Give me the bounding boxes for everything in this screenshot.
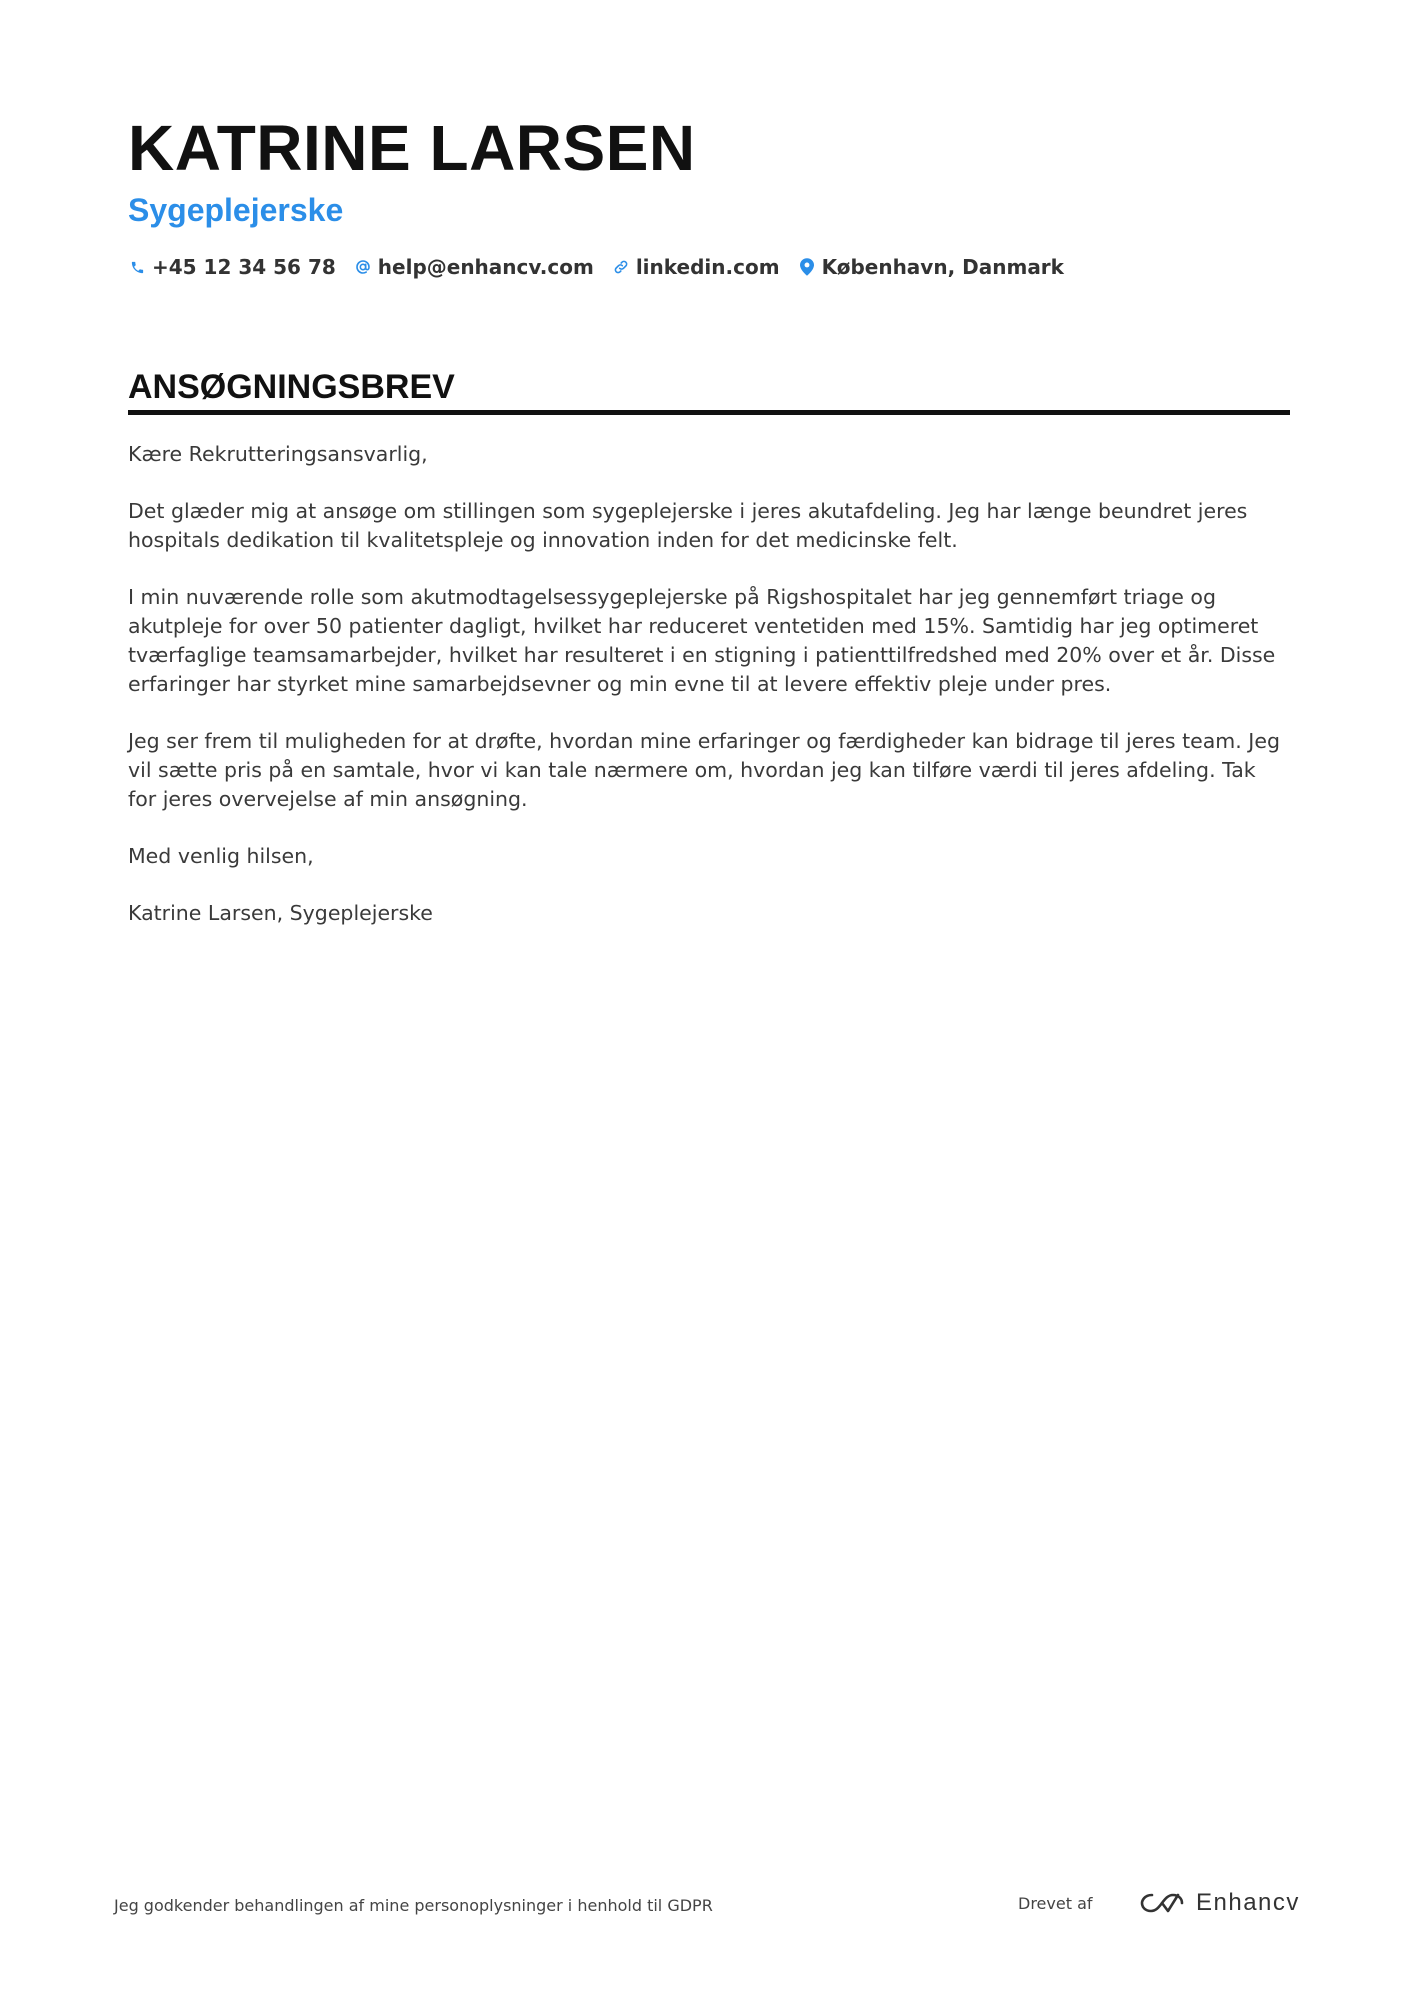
contact-location-text: København, Danmark xyxy=(821,255,1064,279)
letter-salutation: Kære Rekrutteringsansvarlig, xyxy=(128,442,428,466)
contact-location xyxy=(798,255,1064,279)
link-icon xyxy=(612,256,630,278)
brand-name: Enhancv xyxy=(1196,1889,1300,1916)
phone-icon xyxy=(128,256,146,278)
enhancv-logo-icon xyxy=(1138,1889,1186,1917)
contact-linkedin[interactable] xyxy=(612,255,780,279)
letter-paragraph: Det glæder mig at ansøge om stillingen som sygeplejerske i jeres akutafdeling. Jeg har længe beundret jeres hospitals dedikation til kvalitetspleje og innovation inden for det medicinske felt. xyxy=(128,499,1248,552)
at-icon xyxy=(354,256,372,278)
contact-bar xyxy=(128,252,1082,282)
section-divider xyxy=(128,410,1290,415)
contact-email[interactable] xyxy=(354,255,594,279)
powered-by-label: Drevet af xyxy=(1018,1894,1093,1913)
applicant-role: Sygeplejerske xyxy=(128,192,344,228)
section-title: ANSØGNINGSBREV xyxy=(128,368,455,406)
letter-paragraph: Jeg ser frem til muligheden for at drøfte, hvordan mine erfaringer og færdigheder kan bidrage til jeres team. Jeg vil sætte pris på en samtale, hvor vi kan tale nærmere om, hvordan jeg kan tilføre værdi til jeres afdeling. Tak for jeres overvejelse af min ansøgning. xyxy=(128,729,1280,811)
letter-closing: Med venlig hilsen, xyxy=(128,844,314,868)
letter-signature: Katrine Larsen, Sygeplejerske xyxy=(128,901,433,925)
contact-email-text: help@enhancv.com xyxy=(377,255,594,279)
contact-linkedin-text: linkedin.com xyxy=(635,255,780,279)
contact-phone xyxy=(128,255,336,279)
brand-logo[interactable] xyxy=(1138,1886,1300,1920)
letter-body xyxy=(128,440,1290,956)
applicant-name: KATRINE LARSEN xyxy=(128,112,696,184)
location-pin-icon xyxy=(798,256,816,278)
contact-phone-text: +45 12 34 56 78 xyxy=(152,255,336,279)
gdpr-consent-note: Jeg godkender behandlingen af mine personoplysninger i henhold til GDPR xyxy=(114,1896,713,1915)
letter-paragraph: I min nuværende rolle som akutmodtagelsessygeplejerske på Rigshospitalet har jeg gennemført triage og akutpleje for over 50 patienter dagligt, hvilket har reduceret ventetiden med 15%. Samtidig har jeg optimeret tværfaglige teamsamarbejder, hvilket har resulteret i en stigning i patienttilfredshed med 20% over et år. Disse erfaringer har styrket mine samarbejdsevner og min evne til at levere effektiv pleje under pres. xyxy=(128,585,1276,696)
